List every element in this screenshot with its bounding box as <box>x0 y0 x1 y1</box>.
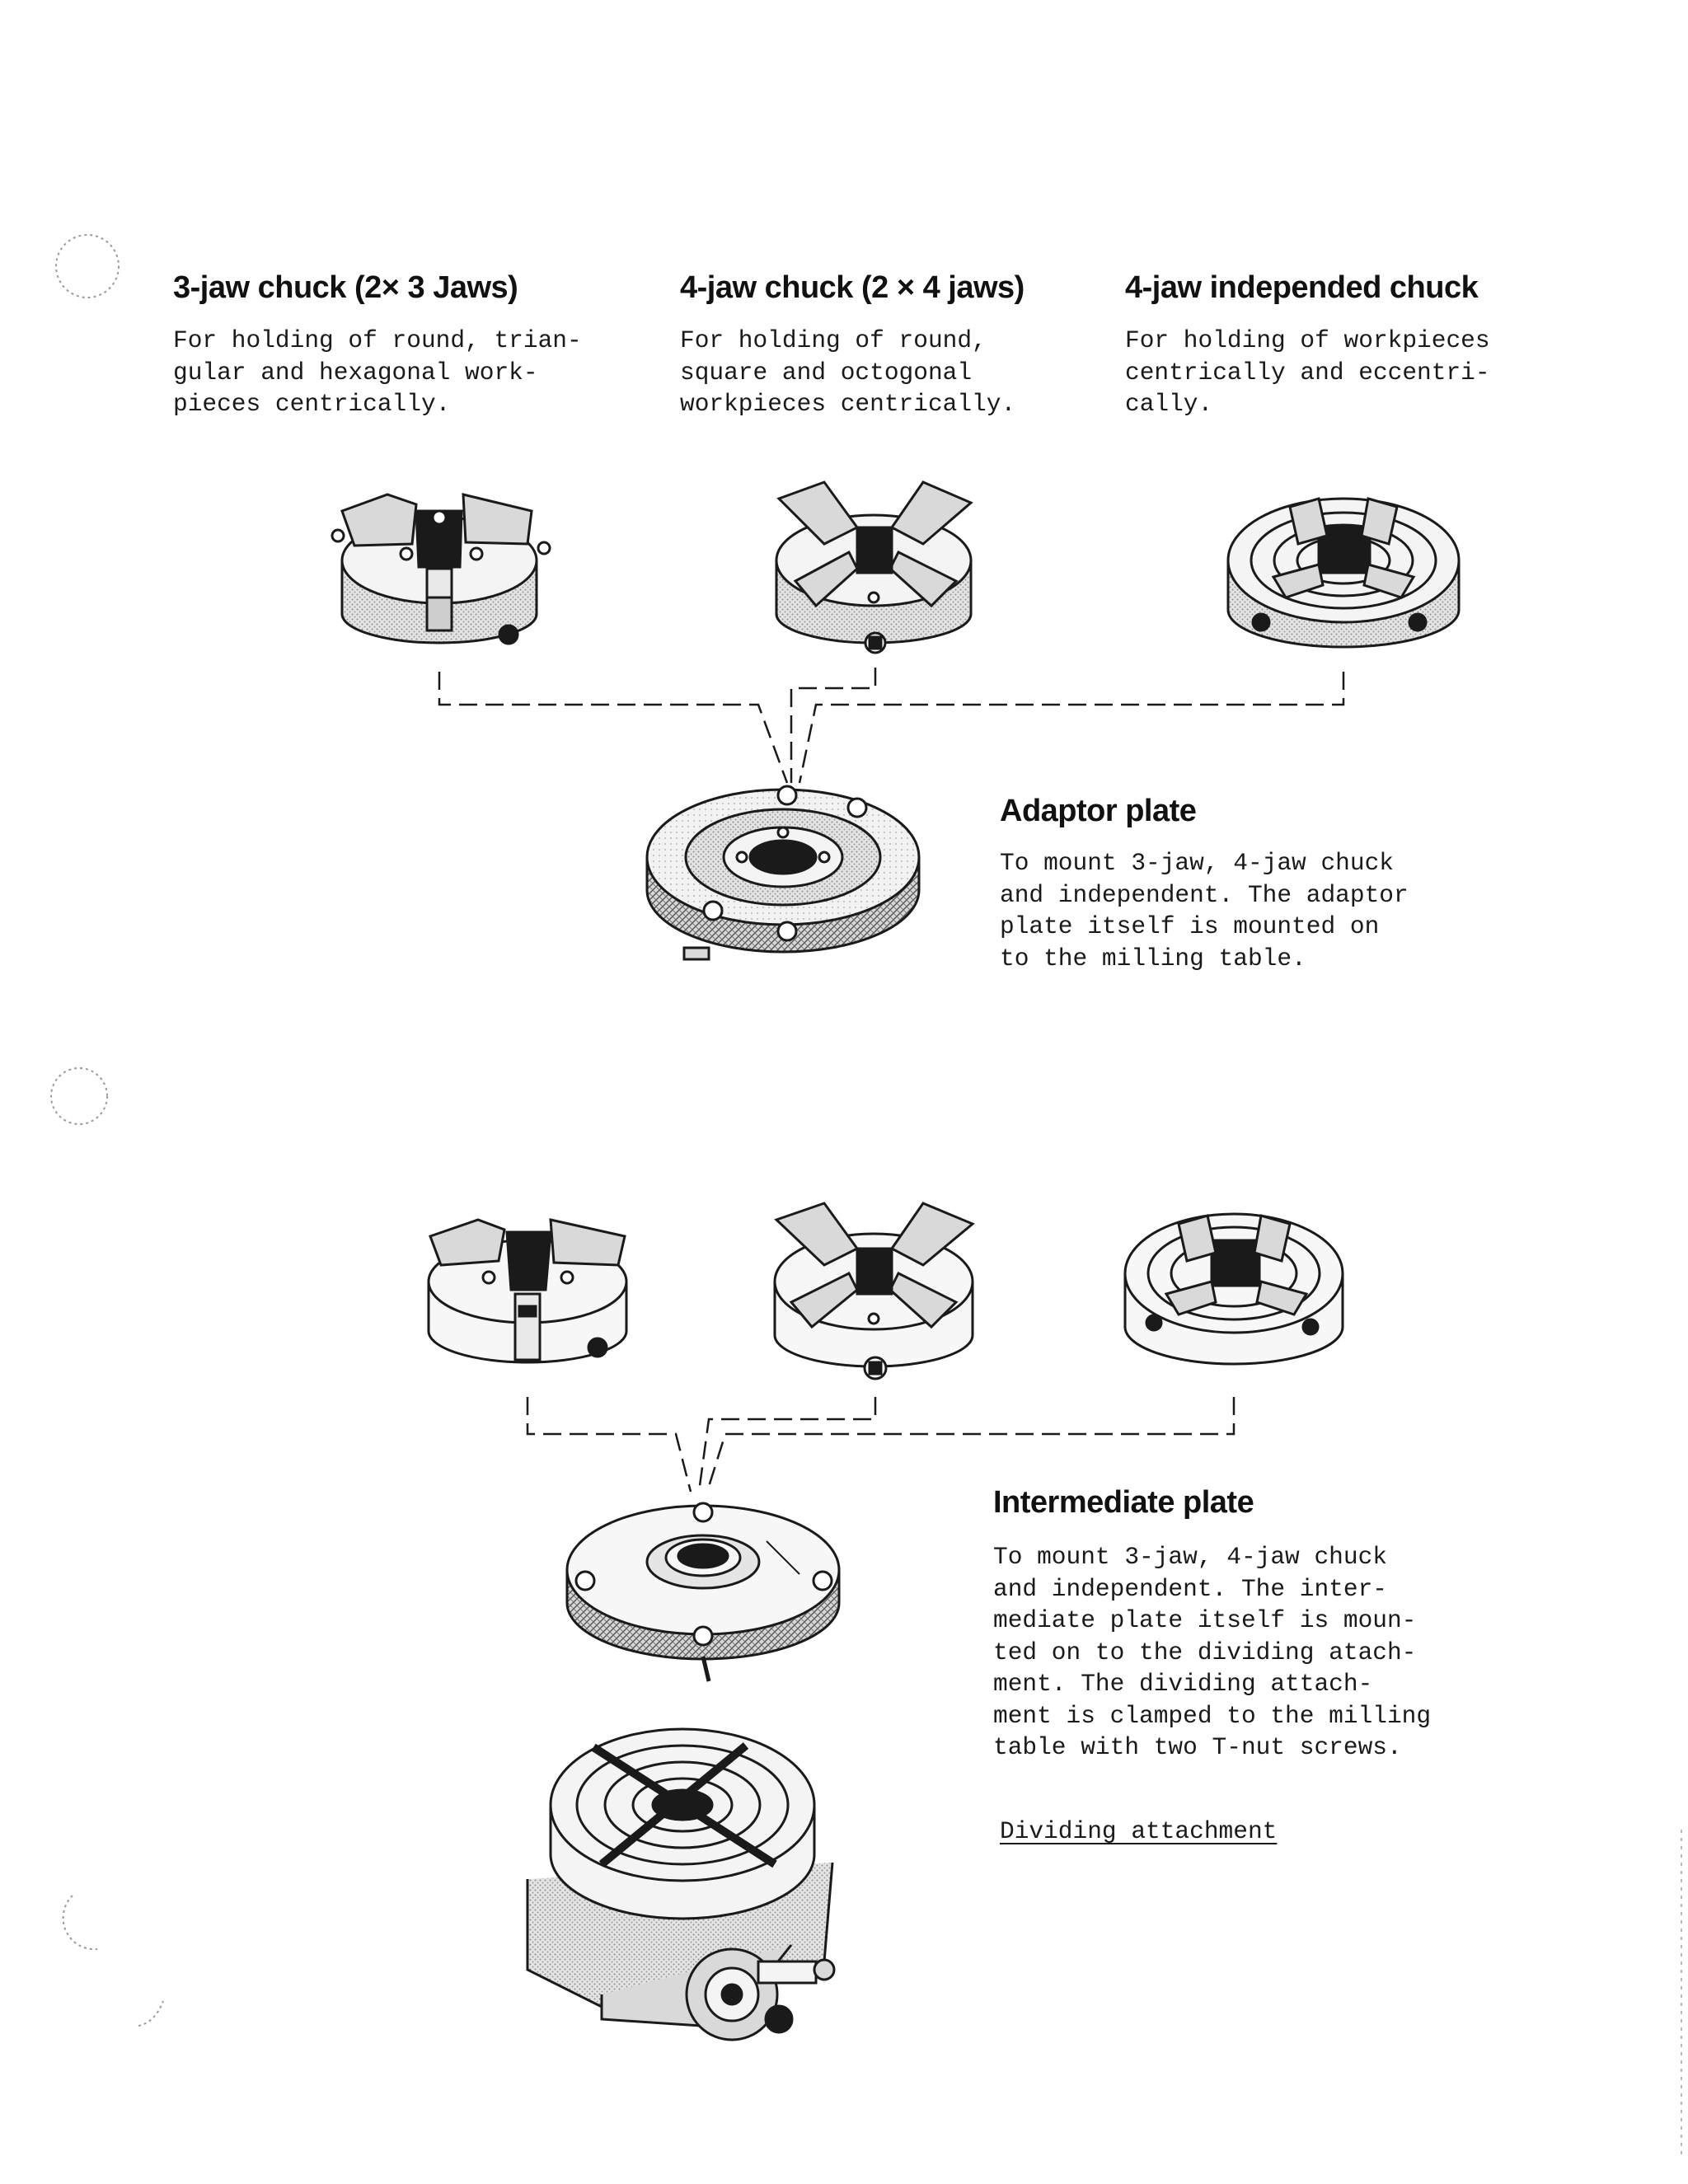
four-jaw-chuck-drawing-top <box>776 482 971 653</box>
adaptor-line-3: plate itself is mounted on <box>1000 912 1380 940</box>
four-jaw-line-3: workpieces centrically. <box>680 390 1016 418</box>
independent-chuck-description <box>1125 325 1490 420</box>
independent-line-3: cally. <box>1125 390 1213 418</box>
adaptor-line-2: and independent. The adaptor <box>1000 880 1409 909</box>
intermediate-line-7: table with two T-nut screws. <box>993 1733 1402 1761</box>
dividing-attachment-drawing <box>528 1729 834 2040</box>
four-jaw-chuck-drawing-bottom <box>775 1203 973 1379</box>
four-jaw-chuck-title: 4-jaw chuck (2 × 4 jaws) <box>680 270 1025 305</box>
adaptor-plate-title: Adaptor plate <box>1000 794 1197 828</box>
three-jaw-chuck-drawing-bottom <box>429 1220 626 1362</box>
adaptor-plate-drawing <box>647 786 919 959</box>
intermediate-line-2: and independent. The inter- <box>993 1574 1387 1603</box>
three-jaw-line-3: pieces centrically. <box>173 390 451 418</box>
three-jaw-chuck-drawing-top <box>332 494 550 644</box>
three-jaw-chuck-description <box>173 325 582 420</box>
intermediate-plate-title: Intermediate plate <box>993 1485 1254 1520</box>
intermediate-line-4: ted on to the dividing atach- <box>993 1638 1417 1666</box>
intermediate-line-6: ment is clamped to the milling <box>993 1701 1432 1730</box>
intermediate-line-1: To mount 3-jaw, 4-jaw chuck <box>993 1543 1387 1571</box>
four-jaw-line-2: square and octogonal <box>680 358 973 387</box>
three-jaw-line-1: For holding of round, trian- <box>173 326 582 354</box>
intermediate-plate-description <box>993 1541 1431 1764</box>
independent-chuck-title: 4-jaw independed chuck <box>1125 270 1479 305</box>
independent-line-2: centrically and eccentri- <box>1125 358 1490 387</box>
independent-line-1: For holding of workpieces <box>1125 326 1490 354</box>
adaptor-line-4: to the milling table. <box>1000 944 1306 972</box>
adaptor-line-1: To mount 3-jaw, 4-jaw chuck <box>1000 849 1394 877</box>
connector-lines-top <box>439 668 1343 783</box>
three-jaw-line-2: gular and hexagonal work- <box>173 358 538 387</box>
connector-lines-bottom <box>528 1397 1234 1492</box>
intermediate-line-5: ment. The dividing attach- <box>993 1670 1373 1698</box>
dividing-attachment-label: Dividing attachment <box>1000 1817 1278 1845</box>
adaptor-plate-description <box>1000 847 1409 974</box>
independent-chuck-drawing-bottom <box>1125 1214 1343 1364</box>
intermediate-line-3: mediate plate itself is moun- <box>993 1606 1417 1634</box>
binding-hole-marks <box>51 235 163 2026</box>
independent-chuck-drawing-top <box>1228 499 1459 647</box>
four-jaw-line-1: For holding of round, <box>680 326 987 354</box>
intermediate-plate-drawing <box>567 1503 839 1681</box>
three-jaw-chuck-title: 3-jaw chuck (2× 3 Jaws) <box>173 270 518 305</box>
four-jaw-chuck-description <box>680 325 1015 420</box>
